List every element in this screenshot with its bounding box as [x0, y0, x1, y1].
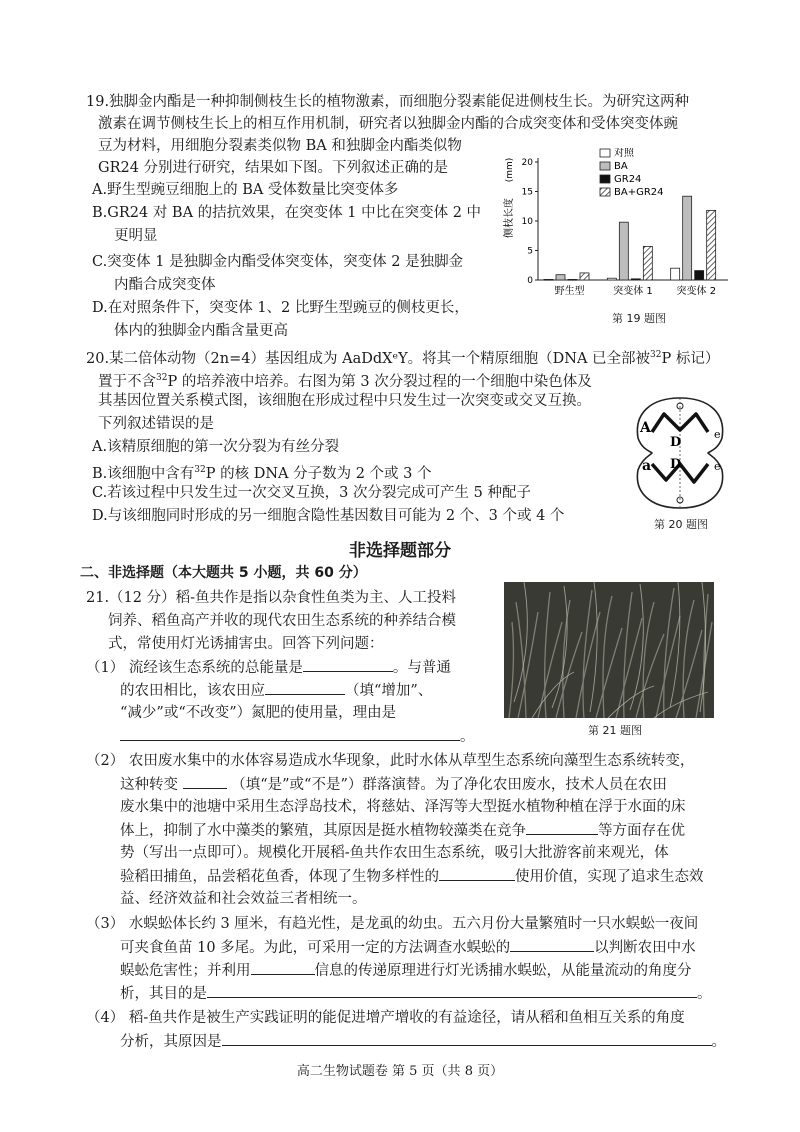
- gene-label-D-upper: D: [670, 435, 682, 450]
- y-tick-label-3: 15: [521, 187, 533, 198]
- q20-sup-32-b: 32: [156, 373, 168, 383]
- bar-1-3: [643, 246, 652, 280]
- section-heading: 二、非选择题（本大题共 5 小题，共 60 分）: [80, 565, 367, 581]
- answer-blank-3[interactable]: [120, 726, 460, 741]
- q19-option-b: B.GR24 对 BA 的拮抗效果，在突变体 1 中比在突变体 2 中: [92, 205, 482, 221]
- q21-p1-part-6: 。: [460, 729, 475, 745]
- answer-blank-7[interactable]: [510, 937, 594, 952]
- bar-0-0: [544, 279, 553, 280]
- bar-0-3: [580, 273, 589, 280]
- x-tick-label-2: 突变体 2: [676, 286, 717, 297]
- q19-stem-line-2: 激素在调节侧枝生长上的相互作用机制，研究者以独脚金内酯的合成突变体和受体突变体豌: [98, 116, 678, 132]
- answer-blank-10[interactable]: [222, 1031, 712, 1046]
- q21-p1-part-4: （填“增加”、: [345, 683, 433, 699]
- q19-option-b-cont: 更明显: [114, 228, 158, 244]
- y-tick-label-1: 5: [527, 246, 533, 257]
- q21-p1-part-3: 的农田相比，该农田应: [120, 683, 265, 699]
- q21-p2-part-8: 验稻田捕鱼，品尝稻花鱼香，体现了生物多样性的: [120, 869, 439, 885]
- rice-field-photo: [504, 582, 714, 718]
- q21-p3-part-7: 。: [697, 986, 712, 1002]
- q21-caption: 第 21 题图: [588, 724, 642, 737]
- q20-option-c: C.若该过程中只发生过一次交叉互换，3 次分裂完成可产生 5 种配子: [92, 485, 531, 501]
- q19-option-d: D.在对照条件下，突变体 1、2 比野生型豌豆的侧枝更长，: [92, 300, 469, 316]
- q21-p3-part-2: 可夹食鱼苗 10 多尾。为此，可采用一定的方法调查水蜈蚣的: [120, 940, 511, 956]
- q19-bar-chart: [500, 148, 730, 308]
- x-tick-label-1: 突变体 1: [613, 286, 653, 297]
- q21-intro-2: 饲养、稻鱼高产并收的现代农田生态系统的种养结合模: [108, 613, 456, 629]
- legend-label-2: GR24: [614, 174, 642, 185]
- q20-cell-diagram: [630, 392, 730, 514]
- q21-p2-part-3: （填“是”或“不是”）群落演替。为了净化农田废水，技术人员在农田: [231, 777, 667, 793]
- q21-p2-part-2: 这种转变: [120, 777, 178, 793]
- q21-p3-part-6: 析，其目的是: [120, 986, 207, 1002]
- q21-p2-part-6: 等方面存在优: [598, 823, 685, 839]
- legend-label-3: BA+GR24: [614, 187, 664, 198]
- bar-1-1: [619, 222, 628, 280]
- y-tick-label-4: 20: [521, 158, 533, 168]
- q19-caption: 第 19 题图: [612, 312, 666, 325]
- q20-option-b-part-2: P 的核 DNA 分子数为 2 个或 3 个: [205, 465, 432, 482]
- y-tick-label-2: 10: [521, 217, 533, 227]
- bar-2-2: [695, 271, 704, 280]
- q19-stem-line-1: 19.独脚金内酯是一种抑制侧枝生长的植物激素，而细胞分裂素能促进侧枝生长。为研究这两种: [86, 94, 690, 110]
- q20-stem-line-3: 其基因位置关系模式图，该细胞在形成过程中只发生过一次突变或交叉互换。: [98, 393, 591, 409]
- q20-stem-line-2: [98, 368, 592, 392]
- q21-p2-line-6: [120, 866, 704, 887]
- q20-stem-line-4: 下列叙述错误的是: [98, 416, 214, 432]
- q19-stem-line-3: 豆为材料，用细胞分裂素类似物 BA 和独脚金内酯类似物: [98, 138, 462, 154]
- q21-p1-line-1: [86, 657, 451, 678]
- y-axis-unit: (mm): [505, 157, 515, 183]
- q21-p3-line-1: （3） 水蜈蚣体长约 3 厘米，有趋光性，是龙虱的幼虫。五六月份大量繁殖时一只水蜈蚣一夜间: [86, 916, 699, 932]
- q21-p1-line-2: [120, 680, 432, 701]
- q21-intro-3: 式，常使用灯光诱捕害虫。回答下列问题：: [108, 636, 384, 652]
- q19-option-c: C.突变体 1 是独脚金内酯受体突变体，突变体 2 是独脚金: [92, 254, 464, 270]
- q20-stem-part-3: 置于不含: [98, 373, 156, 390]
- q20-sup-32-c: 32: [194, 465, 206, 475]
- y-axis-label: 侧枝长度: [504, 198, 515, 238]
- q20-option-b: [92, 460, 431, 484]
- q21-p4-part-2: 分析，其原因是: [120, 1034, 222, 1050]
- y-tick-label-0: 0: [527, 276, 533, 286]
- gene-label-e-upper: e: [714, 428, 721, 441]
- answer-blank-5[interactable]: [526, 820, 598, 835]
- q19-option-c-cont: 内酯合成突变体: [114, 277, 216, 293]
- legend-swatch-3: [600, 188, 610, 196]
- q21-p4-line-1: （4） 稻-鱼共作是被生产实践证明的能促进增产增收的有益途径，请从稻和鱼相互关系的角度: [86, 1010, 685, 1026]
- q21-p4-line-2: [120, 1031, 726, 1052]
- section-title: 非选择题部分: [349, 541, 451, 561]
- q21-p3-part-3: 以判断农田中水: [594, 940, 696, 956]
- q21-intro-1: 21.（12 分）稻-鱼共作是指以杂食性鱼类为主、人工投料: [86, 590, 457, 606]
- q19-option-d-cont: 体内的独脚金内酯含量更高: [114, 323, 288, 339]
- gene-label-e-lower: e: [714, 460, 721, 473]
- page-footer: 高二生物试题卷 第 5 页（共 8 页）: [296, 1064, 504, 1079]
- bar-2-3: [707, 210, 716, 280]
- bar-1-2: [631, 279, 640, 280]
- q21-p3-line-4: [120, 983, 712, 1004]
- q21-p2-line-1: （2） 农田废水集中的水体容易造成水华现象，此时水体从草型生态系统向藻型生态系统转变，: [86, 753, 695, 769]
- legend-swatch-0: [600, 149, 610, 157]
- answer-blank-1[interactable]: [303, 657, 393, 672]
- gene-label-a: a: [642, 458, 652, 474]
- q21-p3-part-4: 蜈蚣危害性；并利用: [120, 963, 251, 979]
- legend-swatch-1: [600, 162, 610, 170]
- q21-p2-part-9: 使用价值，实现了追求生态效: [515, 869, 704, 885]
- bar-2-0: [671, 268, 680, 280]
- q21-p1-line-4: [120, 726, 475, 747]
- answer-blank-9[interactable]: [207, 983, 697, 998]
- q21-p2-line-4: [120, 820, 685, 841]
- bar-1-0: [607, 278, 616, 280]
- q21-p3-line-3: [120, 960, 692, 981]
- answer-blank-2[interactable]: [265, 680, 345, 695]
- q20-sup-32-a: 32: [650, 350, 662, 360]
- q21-p2-line-5: 势（写出一点即可）。规模化开展稻-鱼共作农田生态系统，吸引大批游客前来观光，体: [120, 845, 669, 861]
- x-tick-label-0: 野生型: [554, 286, 585, 297]
- legend-swatch-2: [600, 175, 610, 183]
- q20-stem-part-1: 20.某二倍体动物（2n=4）基因组成为 AaDdXᵉY。将其一个精原细胞（DNA 已全部被: [86, 350, 651, 367]
- q21-p1-part-1: （1） 流经该生态系统的总能量是: [86, 660, 303, 676]
- q21-p1-part-2: 。与普通: [392, 660, 451, 676]
- q19-stem-line-4: GR24 分别进行研究，结果如下图。下列叙述正确的是: [98, 160, 449, 176]
- bar-2-1: [683, 196, 692, 280]
- q21-p4-part-3: 。: [711, 1034, 726, 1050]
- q20-stem-line-1: [86, 345, 719, 369]
- q21-p3-line-2: [120, 937, 696, 958]
- q20-option-d: D.与该细胞同时形成的另一细胞含隐性基因数目可能为 2 个、3 个或 4 个: [92, 508, 565, 524]
- q21-p3-part-5: 信息的传递原理进行灯光诱捕水蜈蚣，从能量流动的角度分: [314, 963, 692, 979]
- q20-option-a: A.该精原细胞的第一次分裂为有丝分裂: [92, 439, 340, 455]
- q20-caption: 第 20 题图: [654, 518, 708, 531]
- answer-blank-8[interactable]: [251, 960, 315, 975]
- legend-label-1: BA: [614, 161, 628, 172]
- q20-stem-part-2: P 标记）: [661, 350, 720, 367]
- q19-option-a: A.野生型豌豆细胞上的 BA 受体数量比突变体多: [92, 182, 399, 198]
- q21-p2-line-3: 废水集中的池塘中采用生态浮岛技术，将慈姑、泽泻等大型挺水植物种植在浮于水面的床: [120, 799, 686, 815]
- q20-option-b-part-1: B.该细胞中含有: [92, 465, 195, 482]
- answer-blank-4[interactable]: [183, 774, 227, 789]
- bar-0-2: [568, 279, 577, 280]
- bar-0-1: [556, 275, 565, 280]
- legend-label-0: 对照: [614, 148, 634, 159]
- q21-p1-line-3: “减少”或“不改变”）氮肥的使用量，理由是: [120, 705, 397, 721]
- answer-blank-6[interactable]: [439, 866, 515, 881]
- q20-stem-part-4: P 的培养液中培养。右图为第 3 次分裂过程的一个细胞中染色体及: [167, 373, 592, 390]
- gene-label-A: A: [640, 420, 651, 436]
- gene-label-D-lower: D: [670, 457, 682, 472]
- q21-p2-line-2: [120, 774, 667, 795]
- q21-p2-part-5: 体上，抑制了水中藻类的繁殖，其原因是挺水植物较藻类在竞争: [120, 823, 526, 839]
- q21-p2-line-7: 益、经济效益和社会效益三者相统一。: [120, 891, 367, 907]
